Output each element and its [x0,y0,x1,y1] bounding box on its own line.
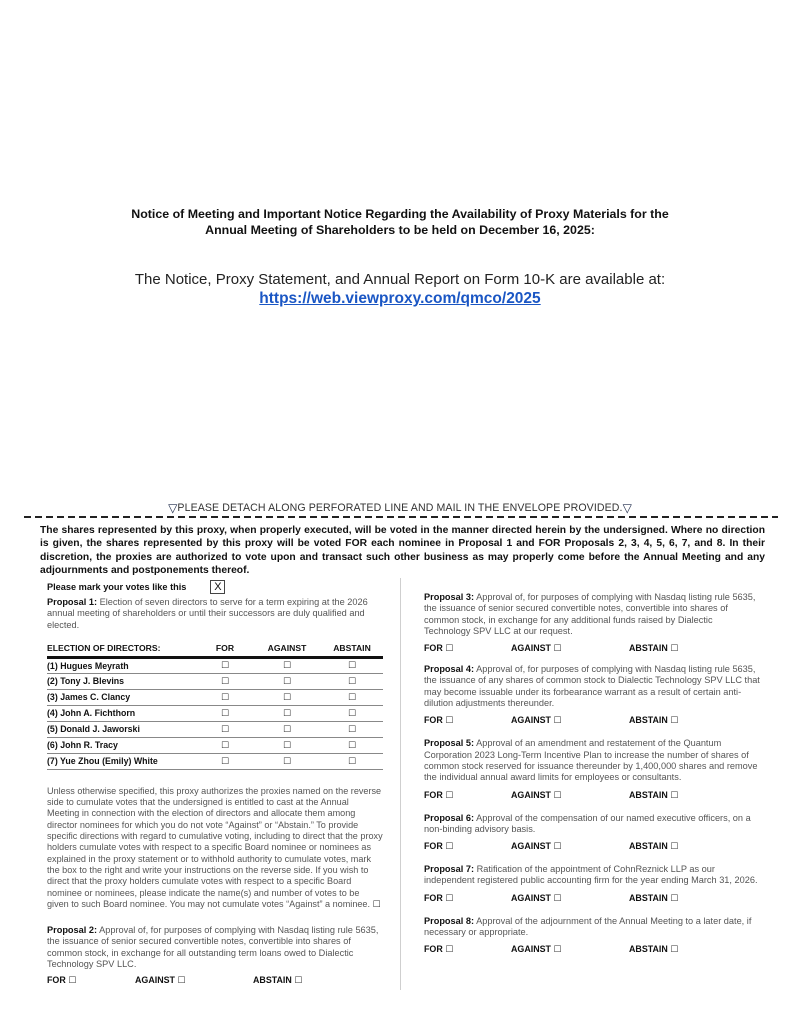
proposal-5-for-checkbox[interactable]: ☐ [445,790,454,801]
notice-title [60,206,740,238]
proposal-7-block [424,864,760,905]
proposal-4-votes [424,715,760,727]
for-label: FOR [424,643,443,654]
election-of-directors-table [47,643,383,770]
triangle-down-icon: ▽ [622,501,632,515]
left-column [47,580,383,987]
nominee-name: (2) Tony J. Blevins [47,673,197,689]
proposal-2-against-checkbox[interactable]: ☐ [177,976,186,987]
proposal-text: Election of seven directors to serve for a term expiring at the 2026 annual meeting of shareholders or until their successors are duly qualified and elected. [47,597,368,630]
header-abstain: ABSTAIN [321,643,383,658]
column-divider [400,578,401,990]
nominee-name: (4) John A. Fichthorn [47,705,197,721]
proposal-text: Approval of the compensation of our named executive officers, on a non-binding advisory basis. [424,812,751,834]
nominee-1-for-checkbox[interactable]: ☐ [220,661,230,672]
against-label: AGAINST [511,715,551,726]
proposal-6-against-checkbox[interactable]: ☐ [553,842,562,853]
for-label: FOR [424,892,443,903]
cumulative-voting-text [47,786,383,911]
nominee-5-for-checkbox[interactable]: ☐ [220,724,230,735]
proposal-3-abstain-checkbox[interactable]: ☐ [670,644,679,655]
proposal-2 [47,925,383,970]
abstain-label: ABSTAIN [629,892,668,903]
proposal-2-votes [47,975,383,987]
nominee-5-abstain-checkbox[interactable]: ☐ [347,724,357,735]
proposal-label: Proposal 7: [424,864,475,875]
nominee-3-for-checkbox[interactable]: ☐ [220,692,230,703]
proposal-text: Approval of the adjournment of the Annual Meeting to a later date, if necessary or appropriate. [424,915,752,938]
proposal-4-abstain-checkbox[interactable]: ☐ [670,716,679,727]
nominee-2-against-checkbox[interactable]: ☐ [282,676,292,687]
proposal-5-against-checkbox[interactable]: ☐ [553,790,562,801]
proposal-1 [47,597,383,631]
nominee-row [47,721,383,737]
proposal-4-for-checkbox[interactable]: ☐ [445,716,454,727]
cumulative-text: Unless otherwise specified, this proxy authorizes the proxies named on the reverse side to cumulate votes that the undersigned is entitled to cast at the Annual Meeting in connection with the election of directors and allocate them among director nominees for which you do not vote “Against” or “Abstain.” To provide specific directions with regard to cumulative voting, including to direct that the proxy holders cumulate votes with respect to a specific Board nominee or nominees as explained in the proxy statement or to withhold authority to cumulate votes, mark the box to the right and write your instructions on the reverse side. If you wish to direct that the proxy holders cumulate votes with respect to a specific Board nominee or nominees, please indicate the name(s) and number of votes to be given to such Board nominee. You may not cumulate votes “Against” a nominee. [47,785,383,909]
triangle-down-icon: ▽ [168,501,178,515]
proposal-label: Proposal 3: [424,592,475,602]
for-label: FOR [424,789,443,800]
proposal-6-abstain-checkbox[interactable]: ☐ [670,842,679,853]
nominee-name: (7) Yue Zhou (Emily) White [47,753,197,769]
proposal-3-against-checkbox[interactable]: ☐ [553,644,562,655]
nominee-6-abstain-checkbox[interactable]: ☐ [347,740,357,751]
nominee-1-against-checkbox[interactable]: ☐ [282,661,292,672]
right-column [424,592,760,967]
proposal-6-votes [424,841,760,853]
header-against: AGAINST [253,643,321,658]
proxy-materials-link[interactable]: https://web.viewproxy.com/qmco/2025 [259,290,541,307]
proposal-5-votes [424,790,760,802]
for-label: FOR [47,975,66,986]
nominee-2-abstain-checkbox[interactable]: ☐ [347,676,357,687]
mark-example-box: X [210,580,225,594]
proposal-6 [424,813,760,836]
nominee-row [47,689,383,705]
proposal-text: Approval of, for purposes of complying with Nasdaq listing rule 5635, the issuance of any shares of common stock to Dialectic Technology SPV LLC that may become issuable under its forbearance warrant as a result of certain anti-dilution adjustments thereunder. [424,664,760,709]
abstain-label: ABSTAIN [629,643,668,654]
nominee-row [47,753,383,769]
proposal-8-block [424,916,760,957]
detach-instruction [24,502,776,515]
abstain-label: ABSTAIN [253,975,292,986]
nominee-name: (1) Hugues Meyrath [47,657,197,673]
proposal-label: Proposal 8: [424,915,475,926]
proposal-3-for-checkbox[interactable]: ☐ [445,644,454,655]
nominee-3-against-checkbox[interactable]: ☐ [282,692,292,703]
proposal-8-for-checkbox[interactable]: ☐ [445,945,454,956]
abstain-label: ABSTAIN [629,841,668,852]
header-election: ELECTION OF DIRECTORS: [47,643,197,658]
availability-text: The Notice, Proxy Statement, and Annual Report on Form 10-K are available at: [134,271,666,288]
against-label: AGAINST [511,841,551,852]
availability-notice [60,270,740,308]
proposal-5-abstain-checkbox[interactable]: ☐ [670,790,679,801]
for-label: FOR [424,715,443,726]
abstain-label: ABSTAIN [629,715,668,726]
proposal-text: Ratification of the appointment of CohnReznick LLP as our independent registered public accounting firm for the year ending March 31, 2026. [424,864,758,886]
nominee-4-abstain-checkbox[interactable]: ☐ [347,708,357,719]
proposal-label: Proposal 5: [424,738,475,749]
cumulative-voting-checkbox[interactable]: ☐ [372,899,381,910]
nominee-4-for-checkbox[interactable]: ☐ [220,708,230,719]
notice-title-line2: Annual Meeting of Shareholders to be held on December 16, 2025: [205,223,595,237]
proposal-8-abstain-checkbox[interactable]: ☐ [670,945,679,956]
proposal-7-against-checkbox[interactable]: ☐ [553,893,562,904]
proposal-8-against-checkbox[interactable]: ☐ [553,945,562,956]
nominee-4-against-checkbox[interactable]: ☐ [282,708,292,719]
proposal-label: Proposal 2: [47,925,98,936]
for-label: FOR [424,841,443,852]
against-label: AGAINST [511,892,551,903]
header-for: FOR [197,643,253,658]
proposal-2-for-checkbox[interactable]: ☐ [68,976,77,987]
against-label: AGAINST [511,643,551,654]
proposal-4-block [424,664,760,727]
against-label: AGAINST [511,789,551,800]
nominee-name: (3) James C. Clancy [47,689,197,705]
nominee-row [47,705,383,721]
detach-text: PLEASE DETACH ALONG PERFORATED LINE AND MAIL IN THE ENVELOPE PROVIDED. [177,502,623,514]
nominee-row [47,673,383,689]
nominee-name: (6) John R. Tracy [47,737,197,753]
proposal-label: Proposal 1: [47,597,98,607]
proposal-4 [424,664,760,709]
proposal-text: Approval of an amendment and restatement of the Quantum Corporation 2023 Long-Term Incentive Plan to increase the number of shares of common stock reserved for issuance thereunder by 1,400,000 shares and remove the individual annual award limits for employees or consultants. [424,738,758,783]
mark-instruction [47,580,383,594]
nominee-6-for-checkbox[interactable]: ☐ [220,740,230,751]
proposal-3-block [424,592,760,655]
proposal-label: Proposal 4: [424,664,475,675]
nominee-row [47,737,383,753]
proposal-5 [424,738,760,783]
proposal-4-against-checkbox[interactable]: ☐ [553,716,562,727]
proposal-7-votes [424,893,760,905]
proposal-3-votes [424,643,760,655]
proposal-7-abstain-checkbox[interactable]: ☐ [670,893,679,904]
nominee-6-against-checkbox[interactable]: ☐ [282,740,292,751]
proposal-6-block [424,813,760,854]
nominee-7-against-checkbox[interactable]: ☐ [282,756,292,767]
proposal-3 [424,592,760,637]
proposal-8-votes [424,944,760,956]
nominee-2-for-checkbox[interactable]: ☐ [220,676,230,687]
proposal-7 [424,864,760,887]
for-label: FOR [424,944,443,955]
proposal-2-abstain-checkbox[interactable]: ☐ [294,976,303,987]
nominee-7-abstain-checkbox[interactable]: ☐ [347,756,357,767]
nominee-3-abstain-checkbox[interactable]: ☐ [347,692,357,703]
abstain-label: ABSTAIN [629,944,668,955]
perforated-line [24,516,778,518]
mark-instruction-label: Please mark your votes like this [47,582,187,592]
nominee-name: (5) Donald J. Jaworski [47,721,197,737]
proposal-text: Approval of, for purposes of complying with Nasdaq listing rule 5635, the issuance of senior secured convertible notes, convertible into shares of common stock, in exchange for any additional funds raised by Dialectic Technology SPV LLC at our request. [424,592,756,636]
against-label: AGAINST [511,944,551,955]
proposal-5-block [424,738,760,801]
proxy-intro-text: The shares represented by this proxy, when properly executed, will be voted in the manner directed herein by the undersigned. Where no direction is given, the shares represented by this proxy will be voted FOR each nominee in Proposal 1 and FOR Proposals 2, 3, 4, 5, 6, 7, and 8. In their discretion, the proxies are authorized to vote upon and transact such other business as may properly come before the Annual Meeting and any adjournments and postponements thereof. [40,525,765,577]
nominee-5-against-checkbox[interactable]: ☐ [282,724,292,735]
notice-title-line1: Notice of Meeting and Important Notice Regarding the Availability of Proxy Materials for the [131,207,669,221]
proposal-7-for-checkbox[interactable]: ☐ [445,893,454,904]
nominee-1-abstain-checkbox[interactable]: ☐ [347,661,357,672]
against-label: AGAINST [135,975,175,986]
proposal-6-for-checkbox[interactable]: ☐ [445,842,454,853]
proposal-label: Proposal 6: [424,812,475,823]
nominee-row [47,657,383,673]
abstain-label: ABSTAIN [629,789,668,800]
proposal-text: Approval of, for purposes of complying with Nasdaq listing rule 5635, the issuance of senior secured convertible notes, convertible into shares of common stock, in exchange for all outstanding term loans owed to Dialectic Technology SPV LLC. [47,925,379,970]
nominee-7-for-checkbox[interactable]: ☐ [220,756,230,767]
proposal-8 [424,916,760,939]
